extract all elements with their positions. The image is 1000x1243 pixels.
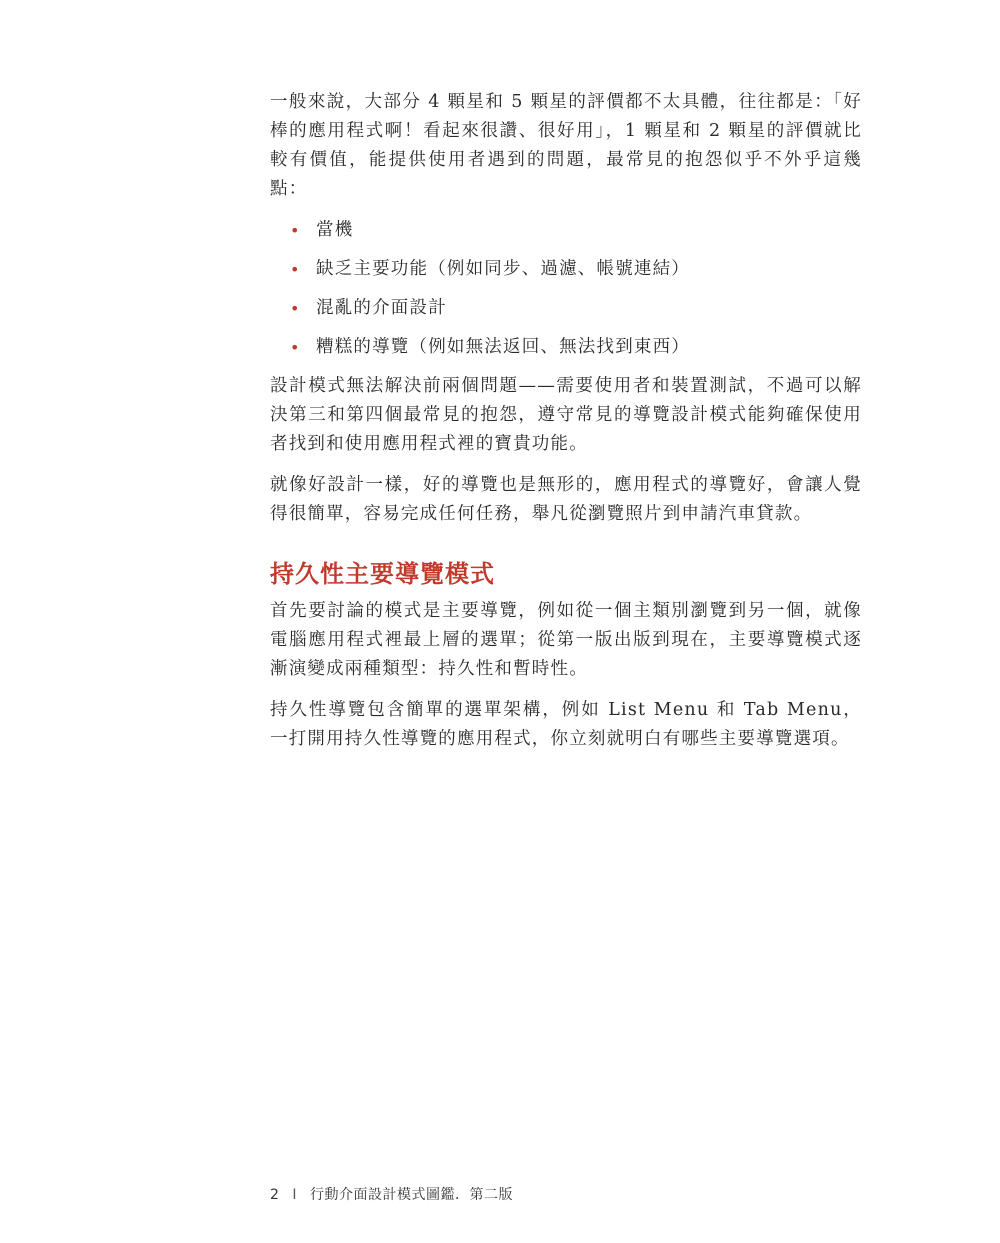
section-heading: 持久性主要導覽模式 [270,560,495,588]
section-paragraph: 首先要討論的模式是主要導覽，例如從一個主類別瀏覽到另一個，就像電腦應用程式裡最上層的選單；從第一版出版到現在，主要導覽模式逐漸演變成兩種類型：持久性和暫時性。 [270,601,862,679]
list-item-text: 當機 [316,220,354,240]
intro-paragraph: 一般來說，大部分 4 顆星和 5 顆星的評價都不太具體，往往都是：「好棒的應用程式啊！看起來很讚、很好用」，1 顆星和 2 顆星的評價就比較有價值，能提供使用者遇到的問題，最常見的抱怨似乎不外乎這幾點： [270,92,862,199]
body-paragraph: 設計模式無法解決前兩個問題——需要使用者和裝置測試，不過可以解決第三和第四個最常見的抱怨，遵守常見的導覽設計模式能夠確保使用者找到和使用應用程式裡的寶貴功能。 [270,376,862,454]
page-number: 2 [270,1187,280,1203]
list-item [270,216,862,245]
list-item-text: 糟糕的導覽（例如無法返回、無法找到東西） [316,337,690,357]
list-item [270,333,862,362]
bullet-icon: • [290,338,301,357]
list-item [270,255,862,284]
footer-separator: I [292,1187,298,1203]
list-item-text: 混亂的介面設計 [316,298,447,318]
body-paragraph: 就像好設計一樣，好的導覽也是無形的，應用程式的導覽好，會讓人覺得很簡單，容易完成任何任務，舉凡從瀏覽照片到申請汽車貸款。 [270,475,862,524]
page-footer [270,1184,513,1204]
section-paragraph: 持久性導覽包含簡單的選單架構，例如 List Menu 和 Tab Menu，一打開用持久性導覽的應用程式，你立刻就明白有哪些主要導覽選項。 [270,700,862,749]
bullet-icon: • [290,260,301,279]
book-title: 行動介面設計模式圖鑑．第二版 [309,1187,513,1203]
list-item [270,294,862,323]
page-content [270,88,862,766]
list-item-text: 缺乏主要功能（例如同步、過濾、帳號連結） [316,259,690,279]
bullet-icon: • [290,221,301,240]
bullet-icon: • [290,299,301,318]
complaint-list [270,216,862,362]
